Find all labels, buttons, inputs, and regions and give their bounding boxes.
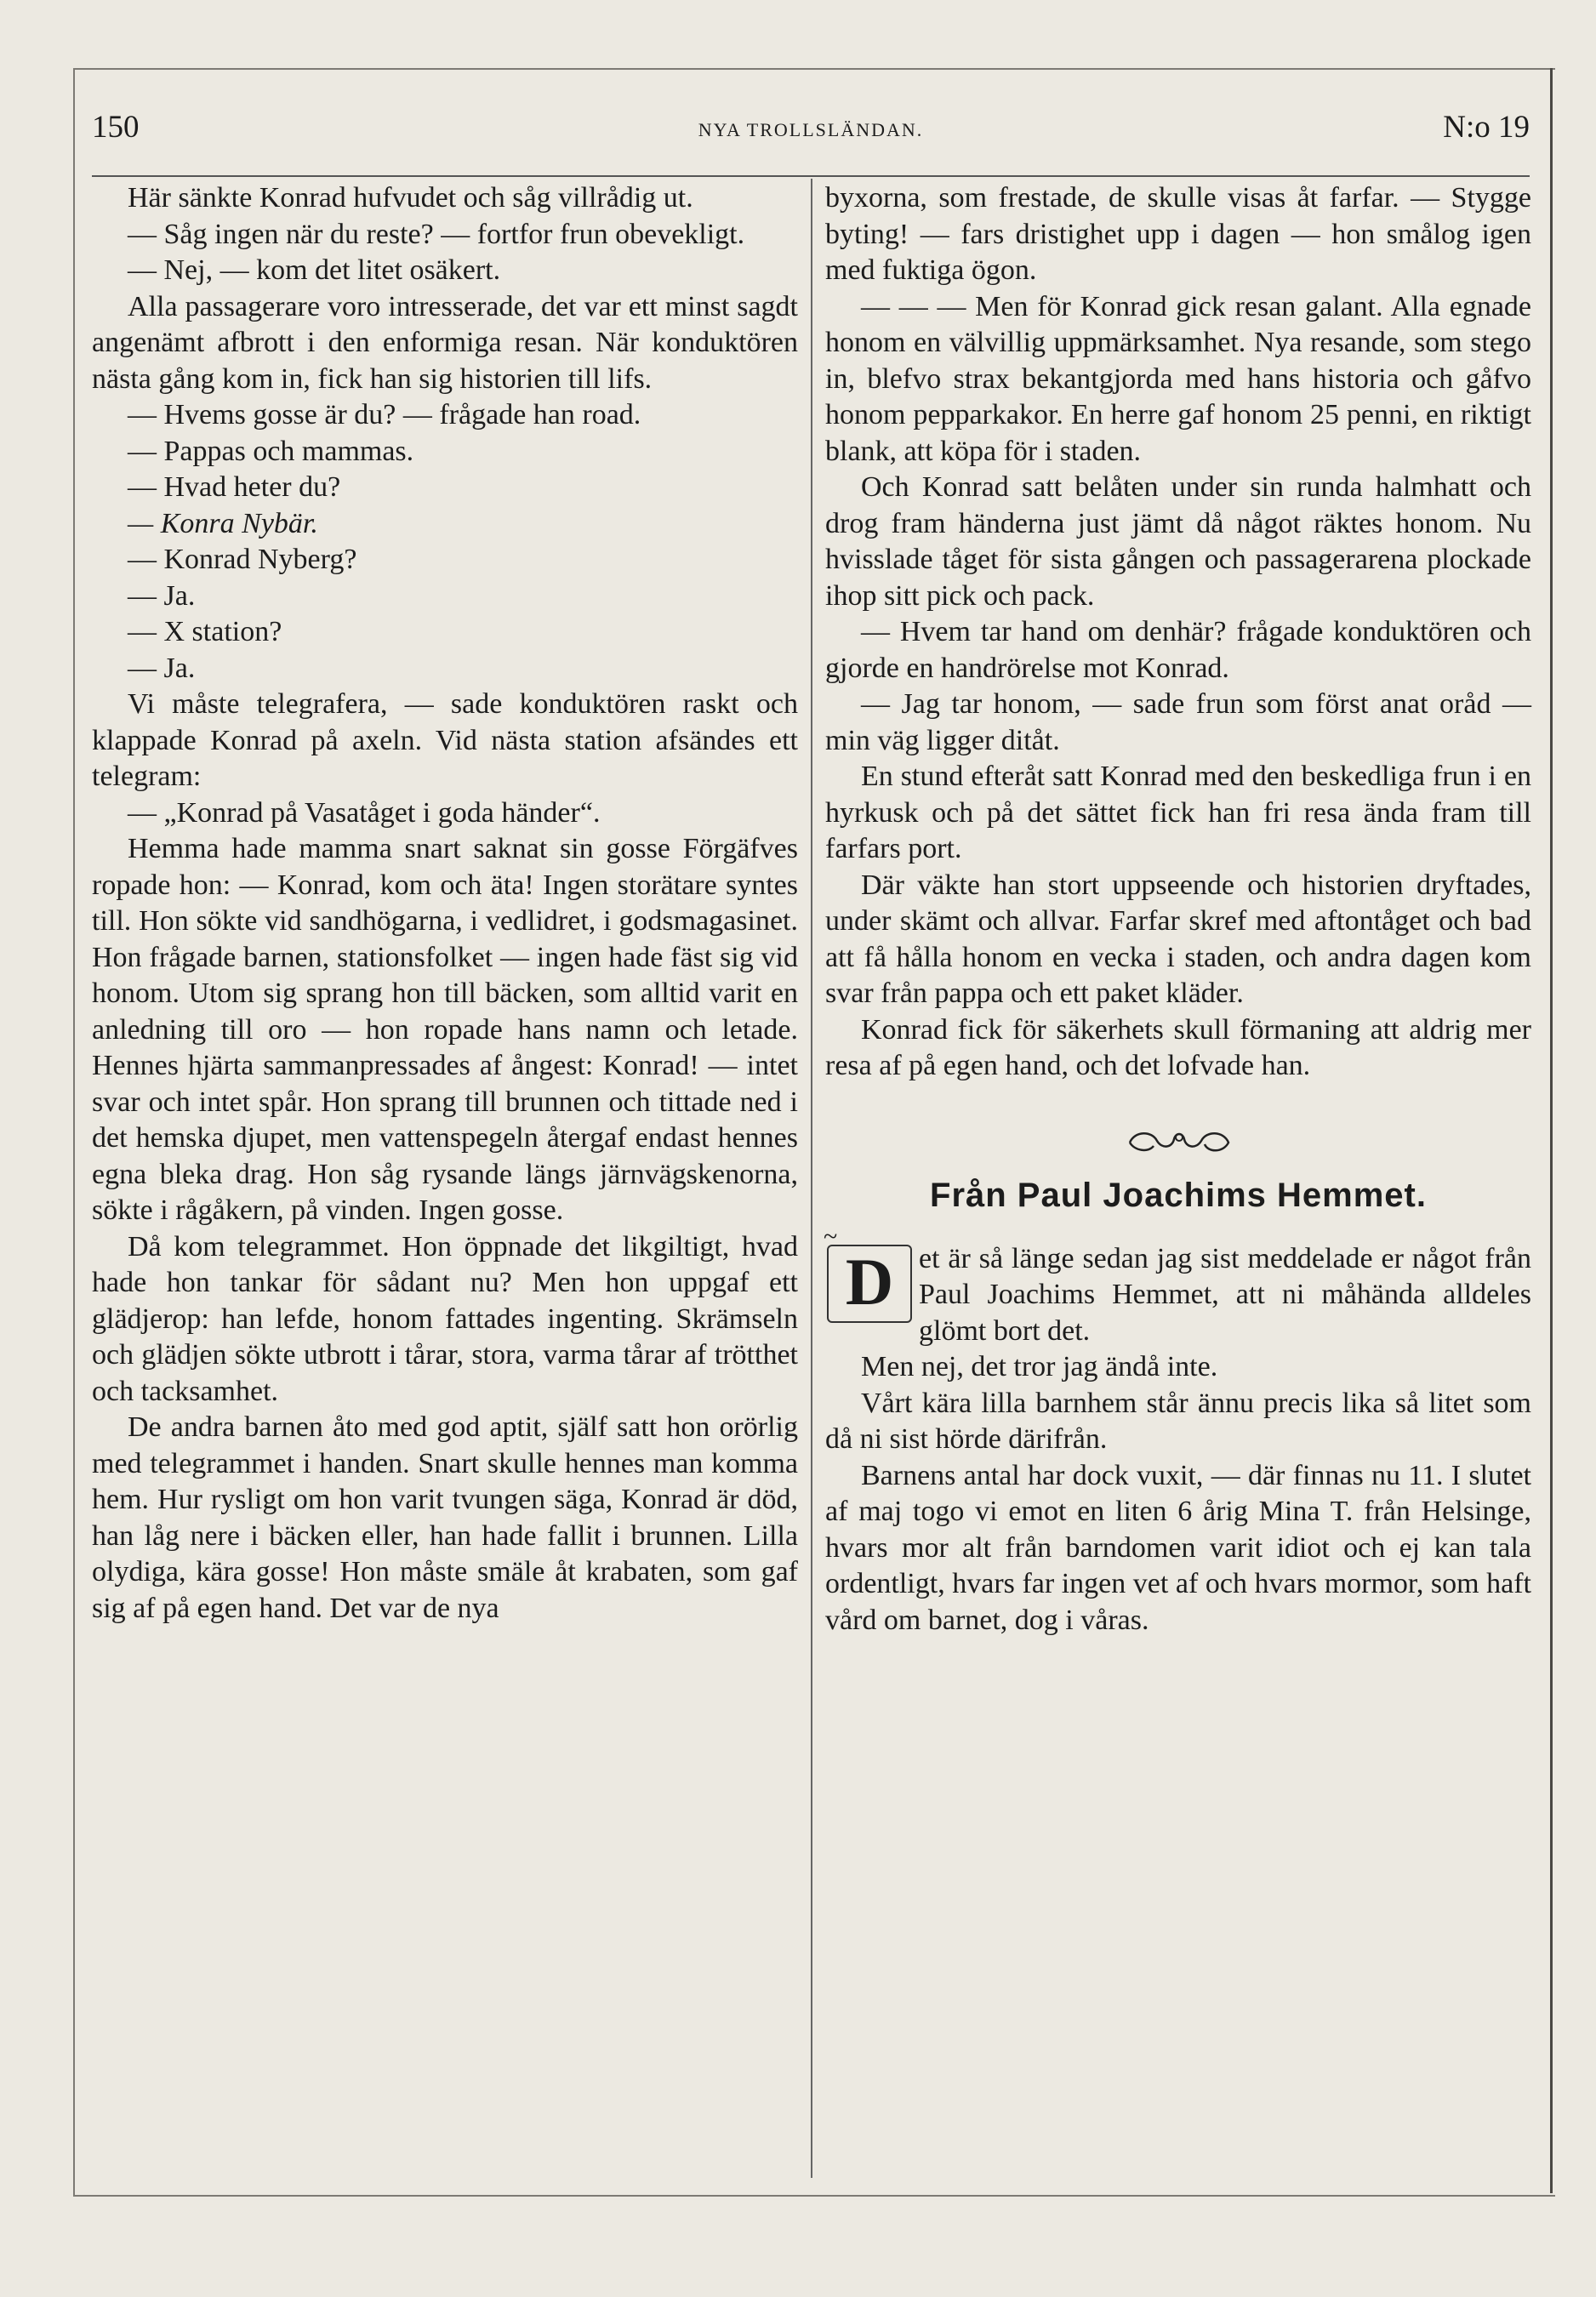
paragraph: Men nej, det tror jag ändå inte. [861, 1351, 1218, 1382]
paragraph: — Konrad Nyberg? [128, 544, 357, 575]
column-rule [811, 179, 812, 2178]
paragraph: — Hvad heter du? [128, 471, 341, 503]
header-rule [92, 175, 1530, 177]
paragraph: — Hvems gosse är du? — frågade han road. [128, 399, 641, 430]
paragraph: — — — Men för Konrad gick resan galant. Alla egnade honom en välvillig uppmärksamhet. Nya resande, som stego in, blefvo strax bekantgjorda med hans historia och gåfvo honom pepparkakor. En herre gaf honom 25 penni, en riktigt blank, att köpa för i staden. [825, 290, 1531, 467]
paragraph: Och Konrad satt belåten under sin runda halmhatt och drog fram händerna just jämt då något räktes honom. Nu hvisslade tåget för sista gången och passagerarena plockade ihop sitt pick och pack. [825, 471, 1531, 612]
paragraph: Vårt kära lilla barnhem står ännu precis lika så litet som då ni sist hörde därifrån. [825, 1387, 1531, 1455]
page-header [92, 109, 1530, 143]
dropcap-letter: D [845, 1244, 894, 1319]
page-border-right [1550, 68, 1553, 2193]
paragraph: — Ja. [128, 579, 196, 612]
paragraph: Barnens antal har dock vuxit, — där finnas nu 11. I slutet af maj togo vi emot en liten 6 årig Mina T. från Helsinge, hvars mor alt från barndomen varit idiot och ej kan tala ordentligt, hvars far ingen vet af och hvars mormor, som haft vård om barnet, dog i våras. [825, 1459, 1531, 1636]
paragraph: De andra barnen åto med god aptit, själf satt hon orörlig med telegrammet i handen. Snart skulle hennes man komma hem. Hur rysligt om hon varit tvungen säga, Konrad är död, han låg nere i bäcken eller, han hade fallit i brunnen. Lilla olydiga, kära gosse! Hon måste smäle åt krabaten, som gaf sig af på egen hand. Det var de nya [92, 1411, 798, 1624]
paragraph: En stund efteråt satt Konrad med den beskedliga frun i en hyrkusk och på det sättet fick han fri resa ända fram till farfars port. [825, 761, 1531, 864]
paragraph: — „Konrad på Vasatåget i goda händer“. [128, 796, 601, 829]
paragraph: Där väkte han stort uppseende och historien dryftades, under skämt och allvar. Farfar skref med aftontåget och bad att få hålla honom en vecka i staden, och andra dagen kom svar från pappa och ett paket kläder. [825, 869, 1531, 1009]
paragraph: et är så länge sedan jag sist meddelade er något från Paul Joachims Hemmet, att ni måhända alldeles glömt bort det. [919, 1242, 1531, 1347]
paragraph: — X station? [128, 616, 282, 647]
paragraph: — Pappas och mammas. [128, 435, 414, 467]
paragraph: — Jag tar honom, — sade frun som först anat oråd — min väg ligger ditåt. [825, 688, 1531, 756]
issue-number: N:o 19 [1443, 110, 1530, 145]
section-title: Från Paul Joachims Hemmet. [930, 1176, 1427, 1214]
paragraph: Alla passagerare voro intresserade, det var ett minst sagdt angenämt afbrott i den enformiga resan. När konduktören nästa gång kom in, fick han sig historien till lifs. [92, 290, 798, 395]
paragraph: Hemma hade mamma snart saknat sin gosse Förgäfves ropade hon: — Konrad, kom och äta! Ingen storätare syntes till. Hon sökte vid sandhögarna, i vedlidret, i godsmagasinet. Hon frågade barnen, stationsfolket — ingen hade fäst sig vid honom. Utom sig sprang hon till bäcken, som alltid varit en anledning till oro — hon ropade hans namn och letade. Hennes hjärta sammanpressades af ångest: Konrad! — intet svar och intet spår. Hon sprang till brunnen och tittade ned i det hemska djupet, men vattenspegeln återgaf endast hennes egna bleka drag. Hon såg rysande längs järnvägskenorna, sökte i rågåkern, på vinden. Ingen gosse. [92, 833, 798, 1226]
left-column [92, 180, 798, 1627]
section-body [824, 1222, 1531, 1639]
paragraph: Vi måste telegrafera, — sade konduktören raskt och klappade Konrad på axeln. Vid nästa station afsändes ett telegram: [92, 688, 798, 792]
running-title: NYA TROLLSLÄNDAN. [698, 119, 924, 140]
dropcap [824, 1222, 912, 1323]
paragraph: — Hvem tar hand om denhär? frågade konduktören och gjorde en handrörelse mot Konrad. [825, 616, 1531, 684]
paragraph: Då kom telegrammet. Hon öppnade det likgiltigt, hvad hade hon tankar för sådant nu? Men hon uppgaf ett glädjerop: han lefde, honom fattades ingenting. Skrämseln och glädjen sökte utbrott i tårar, stora, varma tårar af trötthet och tacksamhet. [92, 1230, 798, 1407]
page-number: 150 [92, 110, 140, 145]
paragraph: byxorna, som frestade, de skulle visas åt farfar. — Stygge byting! — fars dristighet upp i dagen — hon smålog igen med fuktiga ögon. [825, 182, 1531, 286]
dropcap-swash-icon: ~ [824, 1222, 838, 1251]
section-ornament-icon [825, 1124, 1531, 1161]
paragraph: Här sänkte Konrad hufvudet och såg villrådig ut. [128, 182, 693, 214]
paragraph: — Ja. [128, 652, 196, 684]
right-column [825, 180, 1531, 1639]
paragraph: — Nej, — kom det litet osäkert. [128, 254, 501, 286]
paragraph: — Konra Nybär. [128, 507, 318, 539]
paragraph: Konrad fick för säkerhets skull förmaning att aldrig mer resa af på egen hand, och det lofvade han. [825, 1013, 1531, 1081]
paragraph: — Såg ingen när du reste? — fortfor frun obevekligt. [128, 218, 745, 250]
